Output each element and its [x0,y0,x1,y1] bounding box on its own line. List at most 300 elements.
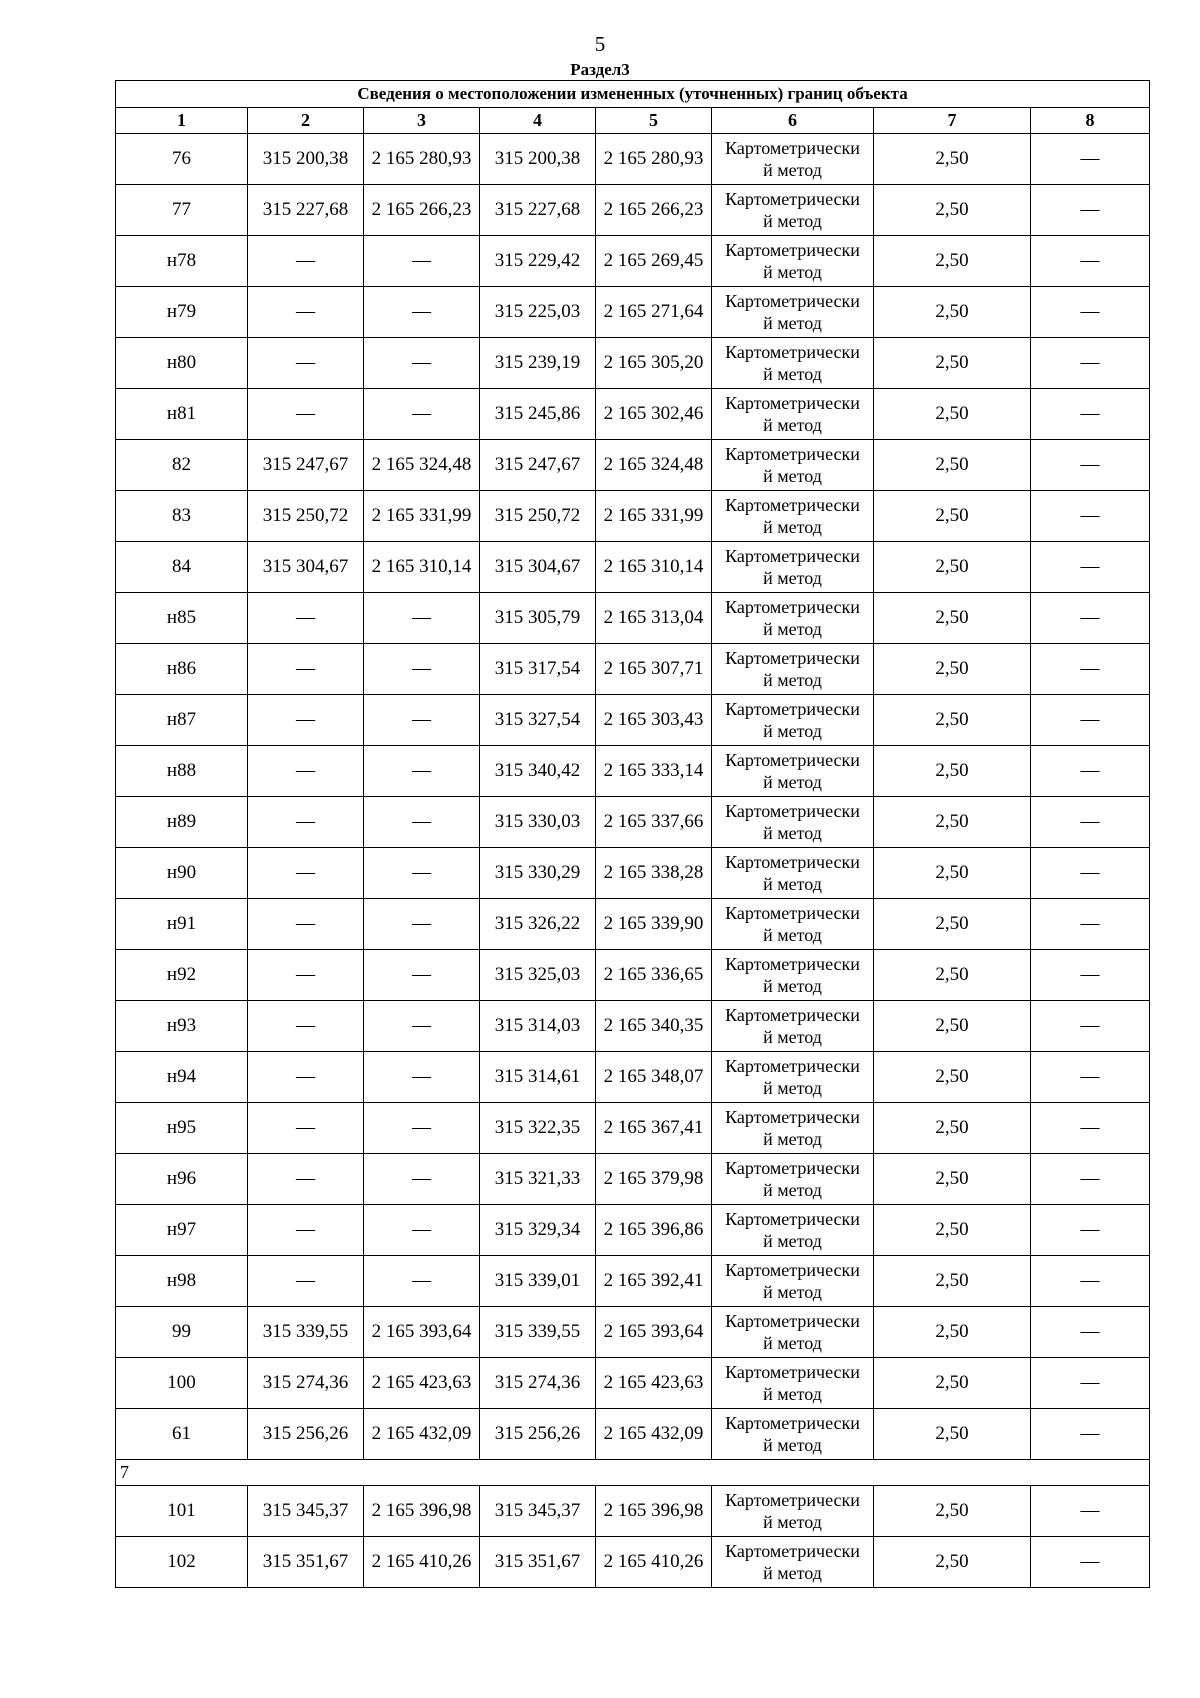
new-x-cell: 315 245,86 [480,389,596,440]
table-caption: Сведения о местоположении измененных (уточненных) границ объекта [116,81,1150,108]
method-line-1: Картометрически [725,597,860,617]
existing-y-cell: 2 165 266,23 [364,185,480,236]
method-cell [712,593,874,644]
existing-x-cell: 315 227,68 [248,185,364,236]
new-y-cell: 2 165 337,66 [596,797,712,848]
table-row [116,1256,1150,1307]
new-y-cell: 2 165 336,65 [596,950,712,1001]
point-id-cell: н95 [116,1103,248,1154]
method-line-2: й метод [763,1180,822,1200]
method-line-1: Картометрически [725,801,860,821]
accuracy-cell: 2,50 [874,695,1031,746]
existing-x-cell: — [248,644,364,695]
method-line-2: й метод [763,1384,822,1404]
method-line-2: й метод [763,160,822,180]
new-x-cell: 315 247,67 [480,440,596,491]
existing-x-cell: — [248,236,364,287]
new-x-cell: 315 274,36 [480,1358,596,1409]
point-id-cell: 76 [116,134,248,185]
existing-y-cell: — [364,797,480,848]
new-y-cell: 2 165 423,63 [596,1358,712,1409]
method-cell [712,848,874,899]
existing-y-cell: — [364,287,480,338]
point-id-cell: н88 [116,746,248,797]
new-x-cell: 315 314,61 [480,1052,596,1103]
method-line-2: й метод [763,1231,822,1251]
table-row [116,1154,1150,1205]
existing-y-cell: — [364,746,480,797]
new-y-cell: 2 165 348,07 [596,1052,712,1103]
new-y-cell: 2 165 410,26 [596,1537,712,1588]
accuracy-cell: 2,50 [874,389,1031,440]
new-y-cell: 2 165 266,23 [596,185,712,236]
column-number: 1 [116,108,248,134]
note-cell: — [1031,848,1150,899]
table-row [116,287,1150,338]
point-id-cell: 100 [116,1358,248,1409]
method-line-2: й метод [763,1282,822,1302]
accuracy-cell: 2,50 [874,491,1031,542]
table-row [116,1358,1150,1409]
new-x-cell: 315 339,55 [480,1307,596,1358]
existing-x-cell: — [248,950,364,1001]
existing-y-cell: — [364,899,480,950]
note-cell: — [1031,1001,1150,1052]
method-line-1: Картометрически [725,189,860,209]
existing-y-cell: — [364,1103,480,1154]
new-x-cell: 315 327,54 [480,695,596,746]
method-line-2: й метод [763,670,822,690]
existing-x-cell: 315 304,67 [248,542,364,593]
new-x-cell: 315 326,22 [480,899,596,950]
method-line-1: Картометрически [725,291,860,311]
point-id-cell: н80 [116,338,248,389]
method-line-1: Картометрически [725,648,860,668]
point-id-cell: 102 [116,1537,248,1588]
point-id-cell: н96 [116,1154,248,1205]
note-cell: — [1031,1486,1150,1537]
point-id-cell: н90 [116,848,248,899]
new-x-cell: 315 225,03 [480,287,596,338]
method-line-2: й метод [763,1078,822,1098]
method-cell [712,1256,874,1307]
new-y-cell: 2 165 340,35 [596,1001,712,1052]
accuracy-cell: 2,50 [874,1001,1031,1052]
table-row [116,950,1150,1001]
table-caption-row [116,81,1150,108]
note-cell: — [1031,389,1150,440]
point-id-cell: н94 [116,1052,248,1103]
table-row [116,542,1150,593]
existing-x-cell: — [248,593,364,644]
new-x-cell: 315 314,03 [480,1001,596,1052]
existing-y-cell: 2 165 432,09 [364,1409,480,1460]
note-cell: — [1031,134,1150,185]
method-cell [712,287,874,338]
existing-y-cell: — [364,1052,480,1103]
existing-x-cell: — [248,1154,364,1205]
accuracy-cell: 2,50 [874,899,1031,950]
method-cell [712,1409,874,1460]
accuracy-cell: 2,50 [874,1307,1031,1358]
existing-x-cell: — [248,287,364,338]
note-cell: — [1031,644,1150,695]
method-line-2: й метод [763,925,822,945]
existing-y-cell: — [364,1154,480,1205]
existing-x-cell: — [248,746,364,797]
note-cell: — [1031,542,1150,593]
method-line-1: Картометрически [725,699,860,719]
method-cell [712,185,874,236]
existing-y-cell: 2 165 324,48 [364,440,480,491]
new-x-cell: 315 304,67 [480,542,596,593]
method-line-2: й метод [763,1435,822,1455]
point-id-cell: н93 [116,1001,248,1052]
accuracy-cell: 2,50 [874,236,1031,287]
new-y-cell: 2 165 392,41 [596,1256,712,1307]
contour-section-row [116,1460,1150,1486]
note-cell: — [1031,1052,1150,1103]
method-line-2: й метод [763,1333,822,1353]
method-line-1: Картометрически [725,750,860,770]
table-row [116,1537,1150,1588]
existing-y-cell: 2 165 410,26 [364,1537,480,1588]
method-line-2: й метод [763,466,822,486]
new-x-cell: 315 305,79 [480,593,596,644]
method-line-2: й метод [763,517,822,537]
method-line-1: Картометрически [725,903,860,923]
note-cell: — [1031,1154,1150,1205]
method-cell [712,797,874,848]
existing-y-cell: — [364,236,480,287]
table-row [116,491,1150,542]
method-cell [712,1537,874,1588]
note-cell: — [1031,797,1150,848]
method-cell [712,695,874,746]
method-line-2: й метод [763,823,822,843]
new-y-cell: 2 165 310,14 [596,542,712,593]
existing-x-cell: — [248,848,364,899]
point-id-cell: 61 [116,1409,248,1460]
method-line-2: й метод [763,1512,822,1532]
new-y-cell: 2 165 393,64 [596,1307,712,1358]
note-cell: — [1031,185,1150,236]
accuracy-cell: 2,50 [874,1358,1031,1409]
existing-y-cell: 2 165 423,63 [364,1358,480,1409]
table-row [116,134,1150,185]
method-line-2: й метод [763,262,822,282]
method-line-2: й метод [763,568,822,588]
accuracy-cell: 2,50 [874,644,1031,695]
accuracy-cell: 2,50 [874,1052,1031,1103]
existing-y-cell: 2 165 396,98 [364,1486,480,1537]
method-cell [712,389,874,440]
accuracy-cell: 2,50 [874,185,1031,236]
new-y-cell: 2 165 324,48 [596,440,712,491]
accuracy-cell: 2,50 [874,746,1031,797]
table-row [116,644,1150,695]
new-y-cell: 2 165 302,46 [596,389,712,440]
new-y-cell: 2 165 269,45 [596,236,712,287]
accuracy-cell: 2,50 [874,1486,1031,1537]
existing-y-cell: — [364,695,480,746]
existing-y-cell: 2 165 310,14 [364,542,480,593]
table-row [116,389,1150,440]
accuracy-cell: 2,50 [874,1103,1031,1154]
accuracy-cell: 2,50 [874,950,1031,1001]
method-line-1: Картометрически [725,138,860,158]
point-id-cell: н86 [116,644,248,695]
existing-x-cell: 315 250,72 [248,491,364,542]
new-y-cell: 2 165 307,71 [596,644,712,695]
point-id-cell: н87 [116,695,248,746]
existing-y-cell: — [364,389,480,440]
note-cell: — [1031,695,1150,746]
existing-x-cell: — [248,1256,364,1307]
method-cell [712,899,874,950]
note-cell: — [1031,950,1150,1001]
point-id-cell: 101 [116,1486,248,1537]
existing-x-cell: — [248,1001,364,1052]
existing-x-cell: 315 351,67 [248,1537,364,1588]
accuracy-cell: 2,50 [874,1205,1031,1256]
table-row [116,1409,1150,1460]
method-cell [712,1103,874,1154]
method-line-1: Картометрически [725,393,860,413]
method-line-1: Картометрически [725,240,860,260]
existing-x-cell: — [248,899,364,950]
table-row [116,1307,1150,1358]
method-line-1: Картометрически [725,546,860,566]
method-cell [712,236,874,287]
point-id-cell: н91 [116,899,248,950]
method-cell [712,1307,874,1358]
method-line-2: й метод [763,976,822,996]
column-number: 4 [480,108,596,134]
note-cell: — [1031,746,1150,797]
existing-y-cell: — [364,1256,480,1307]
new-x-cell: 315 345,37 [480,1486,596,1537]
new-x-cell: 315 239,19 [480,338,596,389]
method-line-1: Картометрически [725,1541,860,1561]
new-y-cell: 2 165 333,14 [596,746,712,797]
method-cell [712,542,874,593]
accuracy-cell: 2,50 [874,134,1031,185]
point-id-cell: н78 [116,236,248,287]
note-cell: — [1031,1409,1150,1460]
existing-y-cell: — [364,593,480,644]
method-line-2: й метод [763,211,822,231]
new-x-cell: 315 317,54 [480,644,596,695]
new-x-cell: 315 330,03 [480,797,596,848]
note-cell: — [1031,440,1150,491]
existing-x-cell: — [248,695,364,746]
table-row [116,1486,1150,1537]
method-line-1: Картометрически [725,1362,860,1382]
existing-x-cell: — [248,1205,364,1256]
method-line-2: й метод [763,415,822,435]
new-y-cell: 2 165 331,99 [596,491,712,542]
method-cell [712,1052,874,1103]
existing-x-cell: — [248,1103,364,1154]
note-cell: — [1031,338,1150,389]
table-row [116,899,1150,950]
existing-y-cell: — [364,644,480,695]
method-cell [712,338,874,389]
new-x-cell: 315 339,01 [480,1256,596,1307]
existing-y-cell: — [364,1001,480,1052]
table-row [116,185,1150,236]
point-id-cell: 77 [116,185,248,236]
method-line-2: й метод [763,313,822,333]
method-line-2: й метод [763,1129,822,1149]
point-id-cell: н81 [116,389,248,440]
note-cell: — [1031,1537,1150,1588]
table-row [116,1001,1150,1052]
accuracy-cell: 2,50 [874,440,1031,491]
method-line-1: Картометрически [725,1490,860,1510]
new-x-cell: 315 325,03 [480,950,596,1001]
table-row [116,695,1150,746]
method-line-1: Картометрически [725,1056,860,1076]
new-x-cell: 315 229,42 [480,236,596,287]
method-line-2: й метод [763,1027,822,1047]
accuracy-cell: 2,50 [874,338,1031,389]
existing-y-cell: — [364,338,480,389]
method-line-1: Картометрически [725,1260,860,1280]
new-y-cell: 2 165 280,93 [596,134,712,185]
method-cell [712,1154,874,1205]
section-title: Раздел3 [570,60,630,79]
note-cell: — [1031,1205,1150,1256]
new-x-cell: 315 330,29 [480,848,596,899]
new-x-cell: 315 227,68 [480,185,596,236]
existing-y-cell: 2 165 280,93 [364,134,480,185]
method-line-2: й метод [763,772,822,792]
new-x-cell: 315 321,33 [480,1154,596,1205]
table-row [116,338,1150,389]
point-id-cell: 84 [116,542,248,593]
column-number: 6 [712,108,874,134]
point-id-cell: н85 [116,593,248,644]
table-row [116,440,1150,491]
accuracy-cell: 2,50 [874,1256,1031,1307]
note-cell: — [1031,899,1150,950]
new-x-cell: 315 200,38 [480,134,596,185]
new-x-cell: 315 256,26 [480,1409,596,1460]
method-cell [712,1486,874,1537]
note-cell: — [1031,1103,1150,1154]
note-cell: — [1031,1256,1150,1307]
note-cell: — [1031,593,1150,644]
table-row [116,797,1150,848]
table-row [116,593,1150,644]
method-cell [712,491,874,542]
note-cell: — [1031,491,1150,542]
new-y-cell: 2 165 396,86 [596,1205,712,1256]
method-line-1: Картометрически [725,954,860,974]
accuracy-cell: 2,50 [874,1154,1031,1205]
accuracy-cell: 2,50 [874,1537,1031,1588]
method-line-1: Картометрически [725,1107,860,1127]
table-row [116,1103,1150,1154]
new-y-cell: 2 165 367,41 [596,1103,712,1154]
new-x-cell: 315 329,34 [480,1205,596,1256]
new-y-cell: 2 165 305,20 [596,338,712,389]
point-id-cell: н89 [116,797,248,848]
new-y-cell: 2 165 379,98 [596,1154,712,1205]
note-cell: — [1031,1307,1150,1358]
method-line-1: Картометрически [725,342,860,362]
method-cell [712,644,874,695]
method-line-1: Картометрически [725,1158,860,1178]
page-number: 5 [594,32,606,56]
method-cell [712,134,874,185]
method-line-1: Картометрически [725,1413,860,1433]
method-line-1: Картометрически [725,1209,860,1229]
existing-x-cell: 315 256,26 [248,1409,364,1460]
column-number: 7 [874,108,1031,134]
existing-x-cell: 315 247,67 [248,440,364,491]
existing-y-cell: — [364,1205,480,1256]
accuracy-cell: 2,50 [874,797,1031,848]
existing-x-cell: 315 339,55 [248,1307,364,1358]
table-row [116,1205,1150,1256]
table-row [116,236,1150,287]
existing-y-cell: 2 165 331,99 [364,491,480,542]
method-line-1: Картометрически [725,495,860,515]
table-row [116,1052,1150,1103]
method-cell [712,440,874,491]
new-y-cell: 2 165 303,43 [596,695,712,746]
existing-y-cell: — [364,848,480,899]
new-y-cell: 2 165 271,64 [596,287,712,338]
method-cell [712,1358,874,1409]
point-id-cell: 82 [116,440,248,491]
note-cell: — [1031,236,1150,287]
method-cell [712,950,874,1001]
existing-x-cell: — [248,1052,364,1103]
point-id-cell: 83 [116,491,248,542]
note-cell: — [1031,287,1150,338]
method-line-2: й метод [763,1563,822,1583]
table-row [116,848,1150,899]
contour-section-label: 7 [116,1460,1150,1486]
column-number: 5 [596,108,712,134]
note-cell: — [1031,1358,1150,1409]
existing-x-cell: — [248,389,364,440]
new-y-cell: 2 165 396,98 [596,1486,712,1537]
method-line-1: Картометрически [725,852,860,872]
existing-y-cell: 2 165 393,64 [364,1307,480,1358]
accuracy-cell: 2,50 [874,287,1031,338]
existing-x-cell: 315 345,37 [248,1486,364,1537]
column-number: 3 [364,108,480,134]
existing-x-cell: 315 200,38 [248,134,364,185]
point-id-cell: 99 [116,1307,248,1358]
method-cell [712,1205,874,1256]
new-x-cell: 315 351,67 [480,1537,596,1588]
column-number: 8 [1031,108,1150,134]
column-number: 2 [248,108,364,134]
method-line-2: й метод [763,364,822,384]
accuracy-cell: 2,50 [874,593,1031,644]
accuracy-cell: 2,50 [874,1409,1031,1460]
existing-y-cell: — [364,950,480,1001]
column-number-row [116,108,1150,134]
new-y-cell: 2 165 432,09 [596,1409,712,1460]
point-id-cell: н92 [116,950,248,1001]
